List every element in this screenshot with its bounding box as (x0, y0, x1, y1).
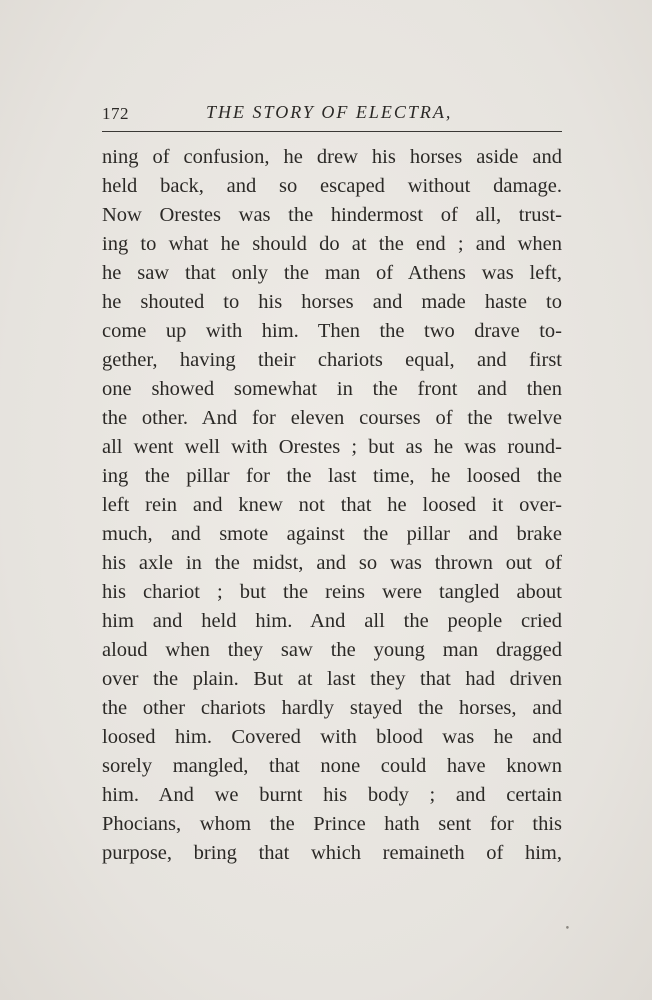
text-line: left rein and knew not that he loosed it over- (102, 494, 562, 516)
text-line: he saw that only the man of Athens was left, (102, 262, 562, 284)
text-line: over the plain. But at last they that had driven (102, 668, 562, 690)
text-line: gether, having their chariots equal, and first (102, 349, 562, 371)
page-number: 172 (102, 104, 129, 123)
text-line: all went well with Orestes ; but as he was round- (102, 436, 562, 458)
text-line: the other chariots hardly stayed the horses, and (102, 697, 562, 719)
text-line: much, and smote against the pillar and brake (102, 523, 562, 545)
paper-speck: • (564, 924, 570, 934)
text-line: him and held him. And all the people cried (102, 610, 562, 632)
body-text (102, 143, 562, 868)
text-line: his chariot ; but the reins were tangled about (102, 581, 562, 603)
text-line: he shouted to his horses and made haste to (102, 291, 562, 313)
text-line: purpose, bring that which remaineth of him, (102, 842, 562, 864)
text-line: Now Orestes was the hindermost of all, trust- (102, 204, 562, 226)
text-line: Phocians, whom the Prince hath sent for this (102, 813, 562, 835)
text-line: one showed somewhat in the front and then (102, 378, 562, 400)
text-line: loosed him. Covered with blood was he and (102, 726, 562, 748)
text-line: him. And we burnt his body ; and certain (102, 784, 562, 806)
page-header (102, 100, 560, 130)
text-line: aloud when they saw the young man dragged (102, 639, 562, 661)
text-line: ning of confusion, he drew his horses aside and (102, 146, 562, 168)
text-line: sorely mangled, that none could have known (102, 755, 562, 777)
header-rule (102, 131, 562, 132)
text-line: the other. And for eleven courses of the twelve (102, 407, 562, 429)
text-line: come up with him. Then the two drave to- (102, 320, 562, 342)
running-head: THE STORY OF ELECTRA, (206, 102, 453, 122)
text-line: ing the pillar for the last time, he loosed the (102, 465, 562, 487)
text-line: held back, and so escaped without damage. (102, 175, 562, 197)
text-line: his axle in the midst, and so was thrown out of (102, 552, 562, 574)
text-line: ing to what he should do at the end ; and when (102, 233, 562, 255)
